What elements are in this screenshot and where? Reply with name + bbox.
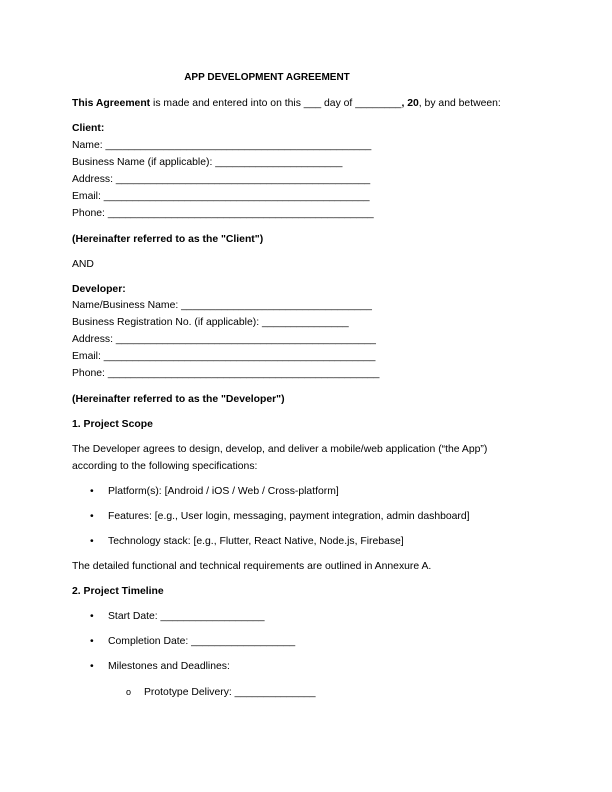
list-item-text: Milestones and Deadlines: (108, 661, 230, 672)
document-title: APP DEVELOPMENT AGREEMENT (184, 72, 350, 83)
developer-registration-line: Business Registration No. (if applicable): _______________ (72, 317, 349, 328)
list-item-text: Technology stack: [e.g., Flutter, React Native, Node.js, Firebase] (108, 536, 404, 547)
scope-annex-note: The detailed functional and technical requirements are outlined in Annexure A. (72, 561, 432, 572)
list-item (90, 659, 230, 676)
sub-list-item (126, 684, 316, 702)
list-item (90, 484, 339, 501)
bullet-icon: • (90, 511, 94, 522)
bullet-icon: • (90, 486, 94, 497)
intro-text-end: , by and between: (418, 98, 501, 109)
sub-list-item-text: Prototype Delivery: ______________ (144, 687, 316, 698)
and-separator: AND (72, 259, 94, 270)
list-item (90, 534, 404, 551)
client-address-line: Address: ____________________________________________ (72, 174, 371, 185)
list-item-text: Start Date: __________________ (108, 611, 265, 622)
bullet-icon: • (90, 636, 94, 647)
developer-address-line: Address: _____________________________________________ (72, 334, 376, 345)
intro-year: , 20 (401, 98, 419, 109)
section-heading-scope: 1. Project Scope (72, 419, 153, 430)
intro-text: is made and entered into on this ___ day of ________ (150, 98, 402, 109)
developer-heading: Developer: (72, 284, 126, 295)
list-item (90, 609, 265, 626)
bullet-icon: • (90, 611, 94, 622)
bullet-icon: • (90, 536, 94, 547)
developer-name-line: Name/Business Name: _________________________________ (72, 300, 372, 311)
list-item-text: Completion Date: __________________ (108, 636, 296, 647)
client-email-line: Email: ______________________________________________ (72, 191, 370, 202)
list-item (90, 509, 470, 526)
client-referred: (Hereinafter referred to as the "Client") (72, 234, 264, 245)
developer-email-line: Email: _______________________________________________ (72, 351, 376, 362)
intro-bold: This Agreement (72, 98, 151, 109)
section-heading-timeline: 2. Project Timeline (72, 586, 164, 597)
list-item (90, 634, 295, 651)
intro-paragraph (72, 96, 501, 113)
client-phone-line: Phone: ______________________________________________ (72, 208, 374, 219)
bullet-icon: • (90, 661, 94, 672)
scope-paragraph-line1: The Developer agrees to design, develop, and deliver a mobile/web application (“the App”) (72, 444, 488, 455)
client-name-line: Name: ______________________________________________ (72, 140, 372, 151)
developer-phone-line: Phone: _______________________________________________ (72, 368, 380, 379)
hollow-bullet-icon: o (126, 687, 132, 697)
scope-paragraph-line2: according to the following specifications: (72, 461, 258, 472)
client-heading: Client: (72, 123, 105, 134)
client-business-line: Business Name (if applicable): ______________________ (72, 157, 343, 168)
list-item-text: Platform(s): [Android / iOS / Web / Cross-platform] (108, 486, 339, 497)
developer-referred: (Hereinafter referred to as the "Developer") (72, 394, 285, 405)
list-item-text: Features: [e.g., User login, messaging, payment integration, admin dashboard] (108, 511, 470, 522)
